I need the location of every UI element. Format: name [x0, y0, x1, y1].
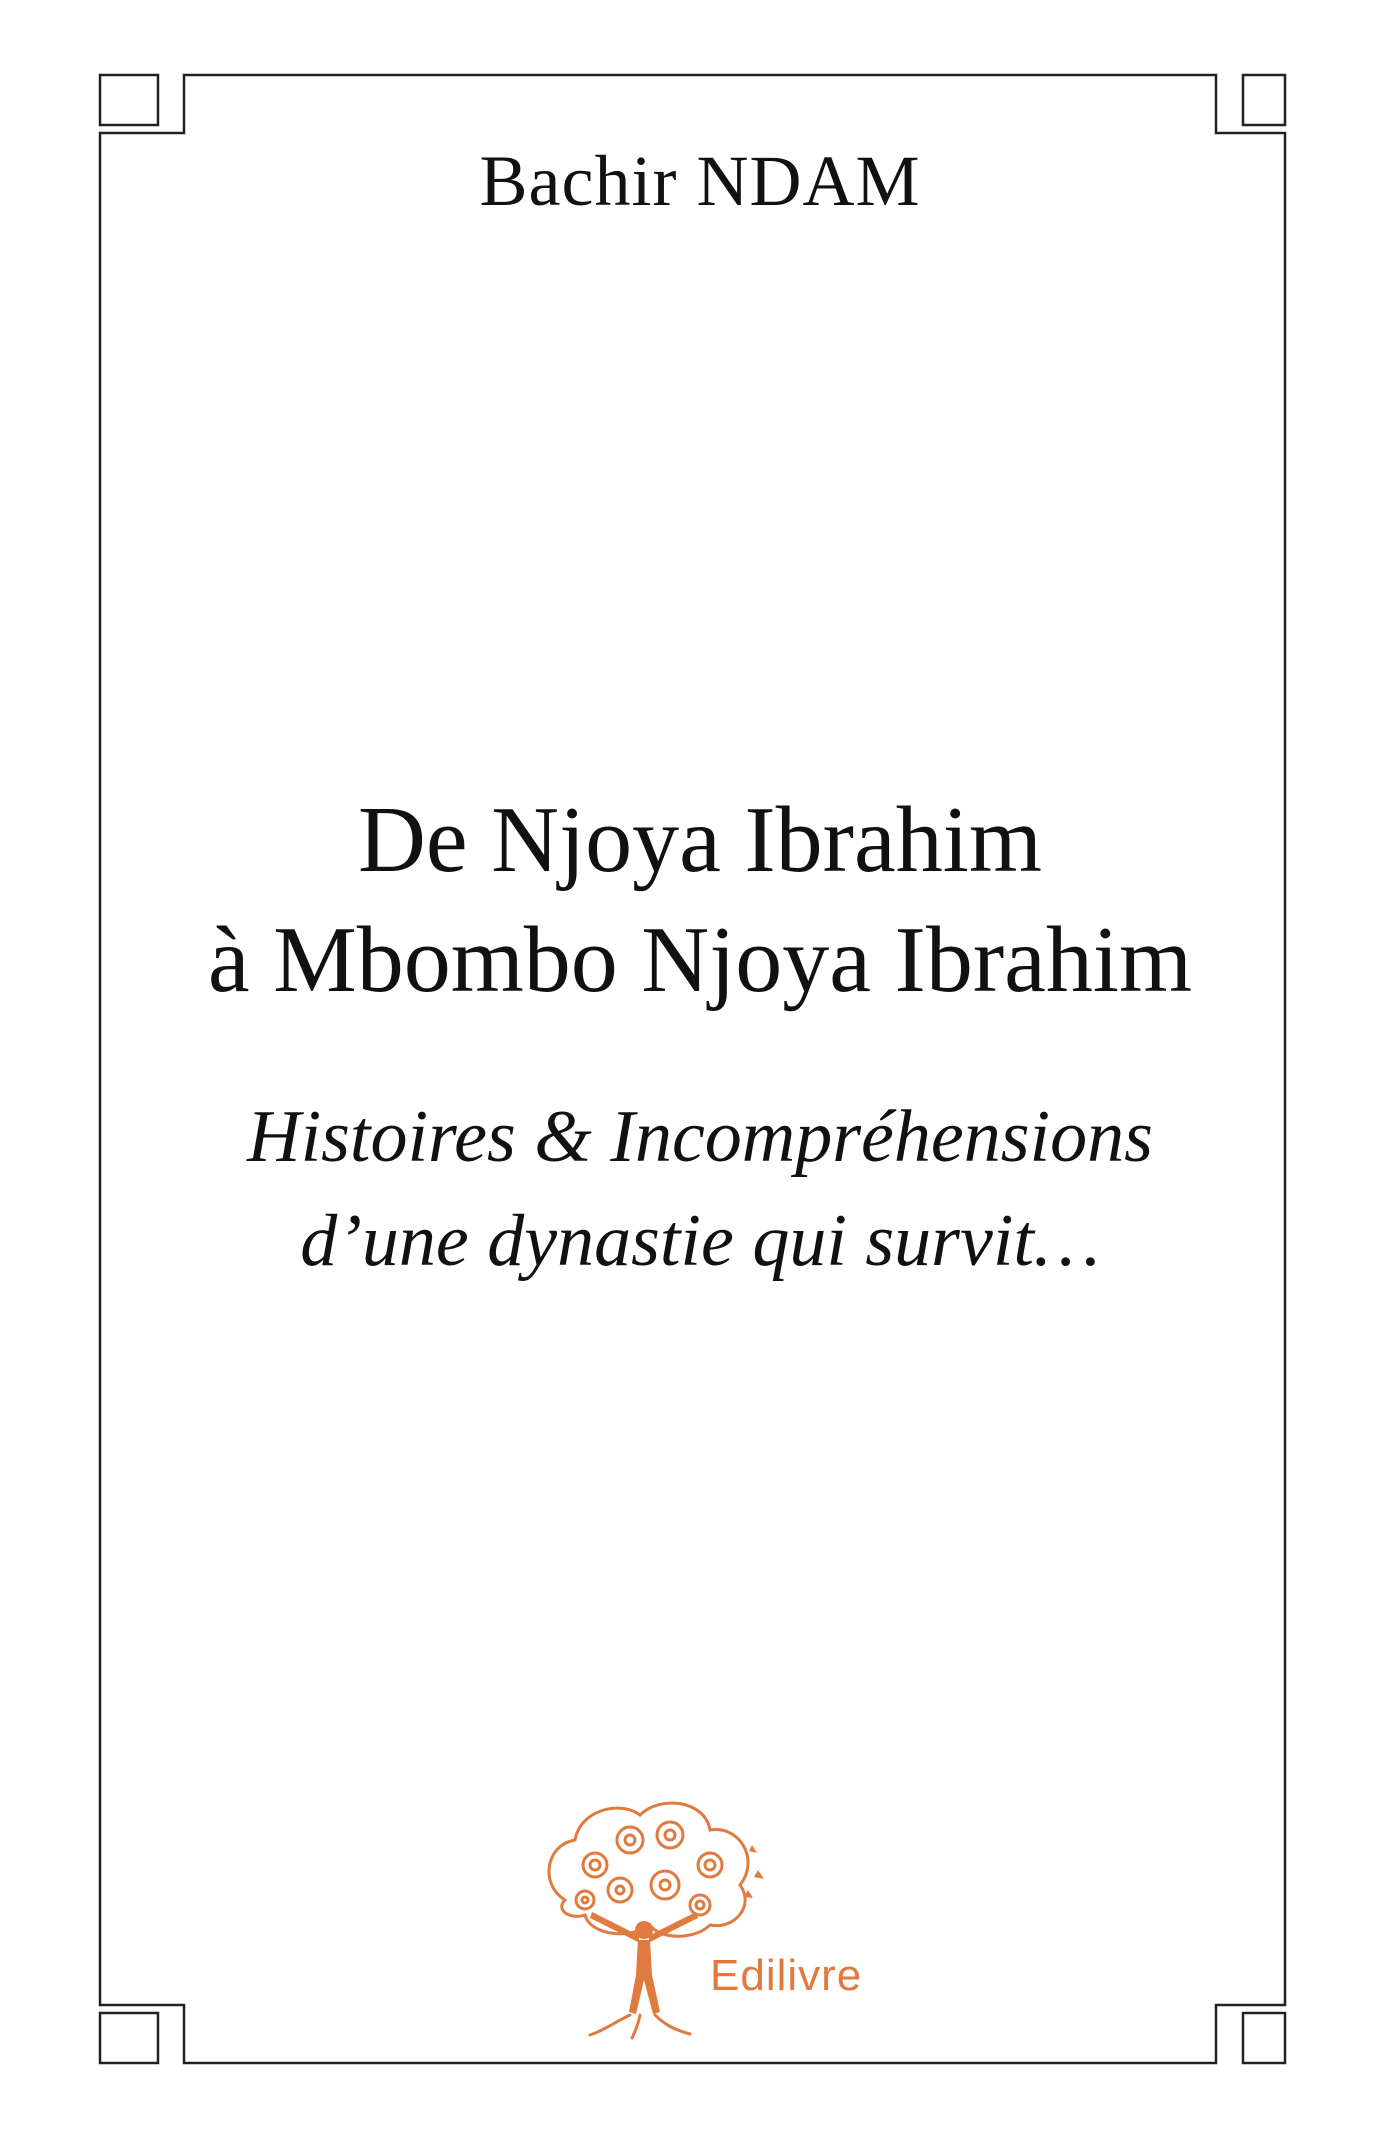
corner-ornament-top-right: [1243, 75, 1285, 125]
corner-ornament-bottom-left: [100, 2013, 158, 2063]
book-title: [0, 780, 1400, 1020]
corner-ornament-bottom-right: [1243, 2013, 1285, 2063]
book-subtitle-line-1: Histoires & Incompréhensions: [247, 1096, 1153, 1178]
book-subtitle: [0, 1085, 1400, 1293]
tree-person-icon: [549, 1803, 748, 2038]
book-title-line-2: à Mbombo Njoya Ibrahim: [207, 908, 1193, 1012]
publisher-wordmark: Edilivre: [710, 1951, 863, 2000]
author-name: Bachir NDAM: [479, 141, 921, 221]
corner-ornament-top-left: [100, 75, 158, 125]
book-title-line-1: De Njoya Ibrahim: [358, 788, 1042, 892]
publisher-logo: [520, 1790, 900, 2040]
book-subtitle-line-2: d’une dynastie qui survit…: [300, 1200, 1100, 1282]
